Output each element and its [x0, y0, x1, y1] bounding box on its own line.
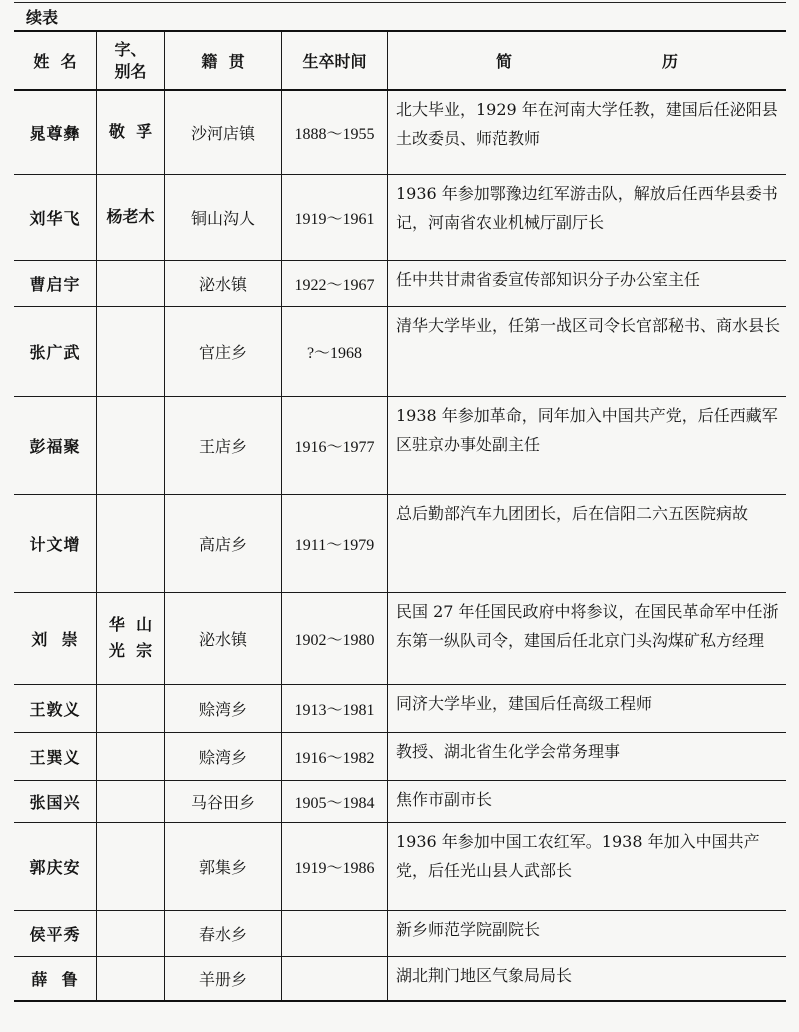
- cell-years: 1922～1967: [282, 260, 388, 306]
- cell-bio: 同济大学毕业，建国后任高级工程师: [388, 684, 787, 732]
- table-row: [14, 956, 786, 1001]
- cell-years: 1919～1961: [282, 174, 388, 260]
- table-row: [14, 592, 786, 684]
- header-alias-line1: 字、: [114, 39, 147, 59]
- cell-alias: [97, 494, 165, 592]
- cell-name: 郭庆安: [14, 822, 97, 910]
- cell-alias: 敬 孚: [97, 90, 165, 174]
- cell-name: 曹启宇: [14, 260, 97, 306]
- cell-origin: 赊湾乡: [165, 684, 282, 732]
- table-row: [14, 306, 786, 396]
- cell-name: 晁尊彝: [14, 90, 97, 174]
- table-row: [14, 396, 786, 494]
- cell-name: 王敦义: [14, 684, 97, 732]
- biography-table-wrapper: [14, 30, 786, 1002]
- cell-bio: 湖北荆门地区气象局局长: [388, 956, 787, 1001]
- cell-bio: 1936 年参加鄂豫边红军游击队，解放后任西华县委书记，河南省农业机械厅副厅长: [388, 174, 787, 260]
- table-row: [14, 90, 786, 174]
- cell-alias: [97, 732, 165, 780]
- cell-years: ?～1968: [282, 306, 388, 396]
- cell-bio: 1938 年参加革命，同年加入中国共产党，后任西藏军区驻京办事处副主任: [388, 396, 787, 494]
- biography-table: [14, 30, 786, 1002]
- cell-alias: [97, 396, 165, 494]
- cell-bio: 新乡师范学院副院长: [388, 910, 787, 956]
- cell-name: 计文增: [14, 494, 97, 592]
- cell-origin: 沙河店镇: [165, 90, 282, 174]
- cell-origin: 铜山沟人: [165, 174, 282, 260]
- cell-alias: [97, 306, 165, 396]
- cell-bio: 民国 27 年任国民政府中将参议，在国民革命军中任浙东第一纵队司令，建国后任北京门头沟煤矿私方经理: [388, 592, 787, 684]
- cell-alias: [97, 822, 165, 910]
- cell-bio: 总后勤部汽车九团团长，后在信阳二六五医院病故: [388, 494, 787, 592]
- table-row: [14, 822, 786, 910]
- header-row: [14, 31, 786, 90]
- cell-years: 1905～1984: [282, 780, 388, 822]
- header-name: 姓 名: [14, 31, 97, 90]
- header-alias: [97, 31, 165, 90]
- cell-name: 刘华飞: [14, 174, 97, 260]
- cell-origin: 羊册乡: [165, 956, 282, 1001]
- cell-years: 1916～1977: [282, 396, 388, 494]
- header-bio: [388, 31, 787, 90]
- table-row: [14, 732, 786, 780]
- cell-bio: 教授、湖北省生化学会常务理事: [388, 732, 787, 780]
- table-row: [14, 260, 786, 306]
- header-alias-line2: 别名: [114, 61, 147, 81]
- cell-years: 1916～1982: [282, 732, 388, 780]
- table-row: [14, 174, 786, 260]
- cell-origin: 赊湾乡: [165, 732, 282, 780]
- cell-years: 1919～1986: [282, 822, 388, 910]
- cell-years: 1888～1955: [282, 90, 388, 174]
- cell-origin: 春水乡: [165, 910, 282, 956]
- cell-origin: 泌水镇: [165, 592, 282, 684]
- header-bio-part2: 历: [662, 52, 679, 71]
- cell-alias: [97, 780, 165, 822]
- cell-alias: [97, 956, 165, 1001]
- cell-name: 侯平秀: [14, 910, 97, 956]
- table-body: [14, 90, 786, 1001]
- cell-years: [282, 910, 388, 956]
- cell-bio: 焦作市副市长: [388, 780, 787, 822]
- cell-name: 刘 崇: [14, 592, 97, 684]
- cell-years: 1911～1979: [282, 494, 388, 592]
- cell-origin: 泌水镇: [165, 260, 282, 306]
- table-row: [14, 780, 786, 822]
- cell-alias: [97, 910, 165, 956]
- cell-name: 张广武: [14, 306, 97, 396]
- cell-alias: 华 山 光 宗: [97, 592, 165, 684]
- cell-origin: 王店乡: [165, 396, 282, 494]
- table-caption: 续表: [26, 8, 59, 27]
- cell-bio: 北大毕业，1929 年在河南大学任教，建国后任泌阳县土改委员、师范教师: [388, 90, 787, 174]
- cell-bio: 1936 年参加中国工农红军。1938 年加入中国共产党，后任光山县人武部长: [388, 822, 787, 910]
- cell-origin: 高店乡: [165, 494, 282, 592]
- cell-years: [282, 956, 388, 1001]
- table-row: [14, 494, 786, 592]
- cell-bio: 任中共甘肃省委宣传部知识分子办公室主任: [388, 260, 787, 306]
- top-rule: [14, 2, 786, 3]
- cell-alias: [97, 260, 165, 306]
- header-origin: 籍 贯: [165, 31, 282, 90]
- cell-name: 薛 鲁: [14, 956, 97, 1001]
- cell-origin: 马谷田乡: [165, 780, 282, 822]
- header-bio-part1: 简: [495, 52, 512, 71]
- cell-name: 王巽义: [14, 732, 97, 780]
- cell-years: 1902～1980: [282, 592, 388, 684]
- table-row: [14, 910, 786, 956]
- cell-name: 彭福聚: [14, 396, 97, 494]
- cell-name: 张国兴: [14, 780, 97, 822]
- cell-alias: [97, 684, 165, 732]
- cell-years: 1913～1981: [282, 684, 388, 732]
- header-years: 生卒时间: [282, 31, 388, 90]
- table-row: [14, 684, 786, 732]
- cell-bio: 清华大学毕业，任第一战区司令长官部秘书、商水县长: [388, 306, 787, 396]
- cell-origin: 郭集乡: [165, 822, 282, 910]
- cell-origin: 官庄乡: [165, 306, 282, 396]
- cell-alias: 杨老木: [97, 174, 165, 260]
